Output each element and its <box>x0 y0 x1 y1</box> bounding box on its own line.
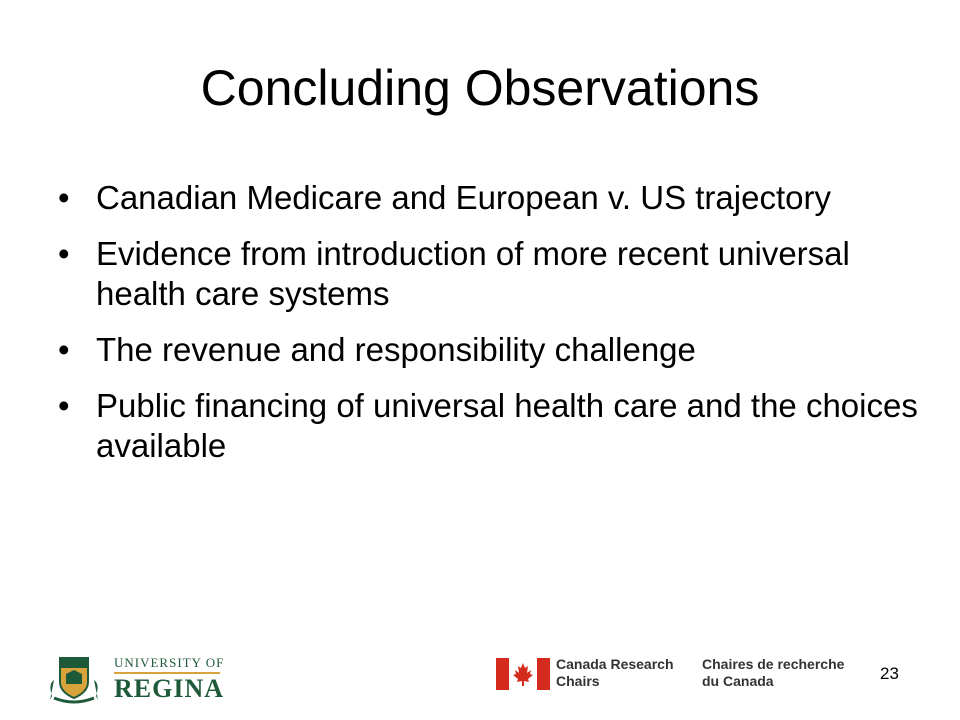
crc-french-name: Chaires de recherche du Canada <box>702 656 845 689</box>
page-number: 23 <box>880 664 899 683</box>
bullet-text: Canadian Medicare and European v. US trajectory <box>96 179 831 216</box>
bullet-item <box>58 234 918 314</box>
canada-flag-icon <box>496 658 550 690</box>
bullet-text: Public financing of universal health care and the choices available <box>96 387 918 464</box>
canada-research-chairs-logo <box>496 656 846 692</box>
bullet-list <box>58 178 918 482</box>
bullet-marker: • <box>58 331 70 368</box>
bullet-marker: • <box>58 235 70 272</box>
crc-english-name: Canada Research Chairs <box>556 656 674 689</box>
bullet-item <box>58 330 918 370</box>
bullet-text: Evidence from introduction of more recent universal health care systems <box>96 235 850 312</box>
bullet-item <box>58 386 918 466</box>
university-name-line1: UNIVERSITY OF <box>114 655 225 670</box>
page-title: Concluding Observations <box>200 60 760 116</box>
bullet-marker: • <box>58 387 70 424</box>
bullet-item <box>58 178 918 218</box>
bullet-marker: • <box>58 179 70 216</box>
bullet-text: The revenue and responsibility challenge <box>96 331 696 368</box>
university-logo <box>44 654 244 704</box>
university-name-line2: REGINA <box>114 674 225 703</box>
university-crest-icon <box>44 654 104 704</box>
